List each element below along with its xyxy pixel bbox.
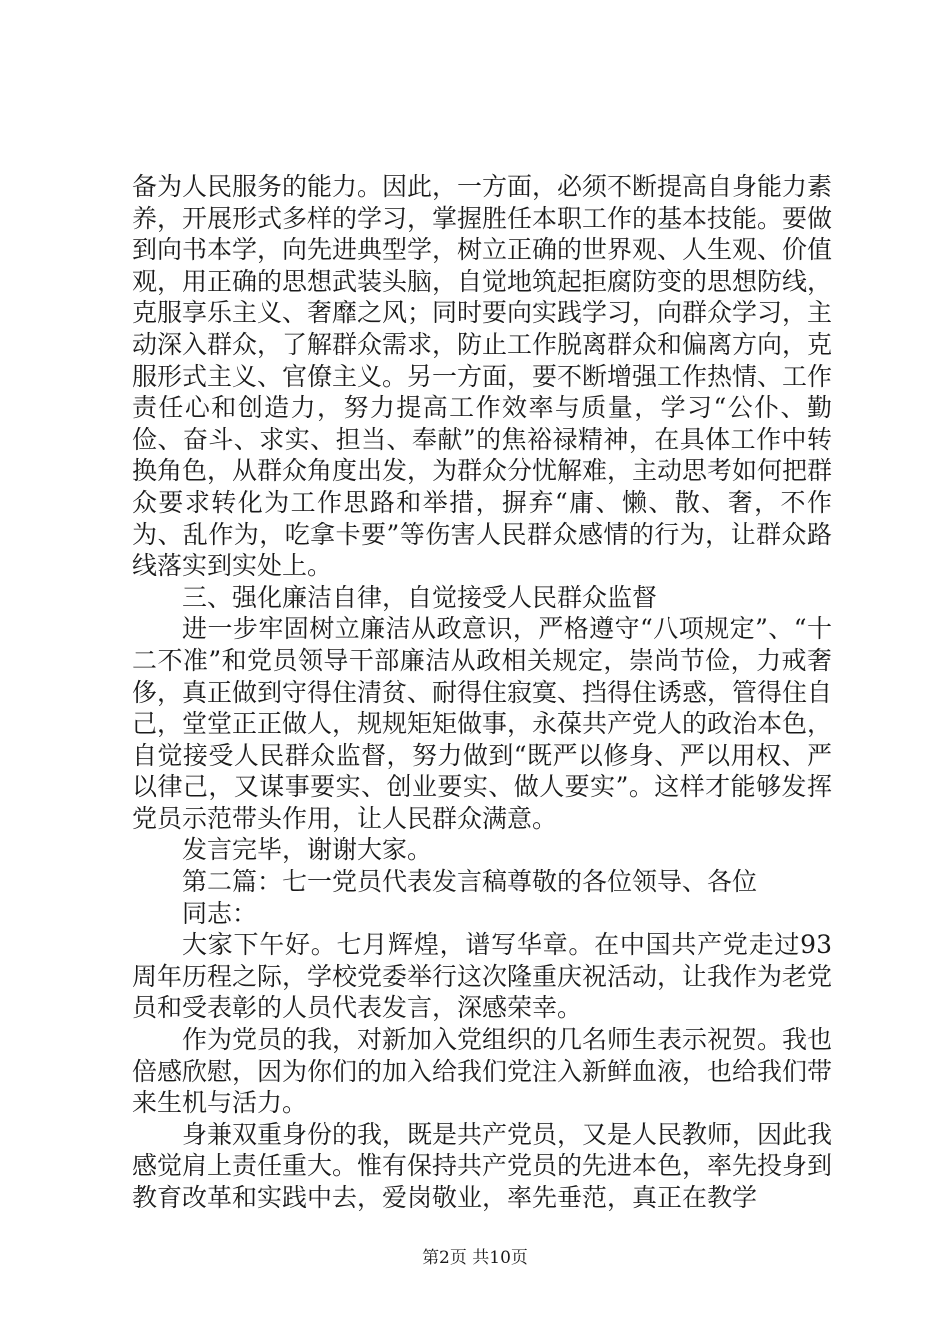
document-body [132,171,832,1214]
paragraph-5: 身兼双重身份的我，既是共产党员，又是人民教师，因此我感觉肩上责任重大。惟有保持共产党员的先进本色，率先投身到教育改革和实践中去，爱岗敬业，率先垂范，真正在教学 [132,1119,833,1212]
section-heading-3: 三、强化廉洁自律，自觉接受人民群众监督 [182,582,658,612]
paragraph-4: 作为党员的我，对新加入党组织的几名师生表示祝贺。我也倍感欣慰，因为你们的加入给我们党注入新鲜血液，也给我们带来生机与活力。 [132,1025,833,1118]
paragraph-closing: 发言完毕，谢谢大家。 [182,835,433,865]
article-title-2: 第二篇：七一党员代表发言稿尊敬的各位领导、各位 [182,867,758,897]
salutation: 同志： [182,898,258,928]
paragraph-1: 备为人民服务的能力。因此，一方面，必须不断提高自身能力素养，开展形式多样的学习，掌握胜任本职工作的基本技能。要做到向书本学，向先进典型学，树立正确的世界观、人生观、价值观，用正确的思想武装头脑，自觉地筑起拒腐防变的思想防线，克服享乐主义、奢靡之风；同时要向实践学习，向群众学习，主动深入群众，了解群众需求，防止工作脱离群众和偏离方向，克服形式主义、官僚主义。另一方面，要不断增强工作热情、工作责任心和创造力，努力提高工作效率与质量，学习“公仆、勤俭、奋斗、求实、担当、奉献”的焦裕禄精神，在具体工作中转换角色，从群众角度出发，为群众分忧解难，主动思考如何把群众要求转化为工作思路和举措，摒弃“庸、懒、散、奢，不作为、乱作为，吃拿卡要”等伤害人民群众感情的行为，让群众路线落实到实处上。 [132,172,833,581]
page-footer: 第2页 共10页 [422,1248,528,1268]
paragraph-2: 进一步牢固树立廉洁从政意识，严格遵守“八项规定”、“十二不准”和党员领导干部廉洁从政相关规定，崇尚节俭，力戒奢侈，真正做到守得住清贫、耐得住寂寞、挡得住诱惑，管得住自己，堂堂正正做人，规规矩矩做事，永葆共产党人的政治本色，自觉接受人民群众监督，努力做到“既严以修身、严以用权、严以律己，又谋事要实、创业要实、做人要实”。这样才能够发挥党员示范带头作用，让人民群众满意。 [132,614,833,833]
paragraph-3: 大家下午好。七月辉煌，谱写华章。在中国共产党走过93周年历程之际，学校党委举行这次隆重庆祝活动，让我作为老党员和受表彰的人员代表发言，深感荣幸。 [132,930,833,1023]
